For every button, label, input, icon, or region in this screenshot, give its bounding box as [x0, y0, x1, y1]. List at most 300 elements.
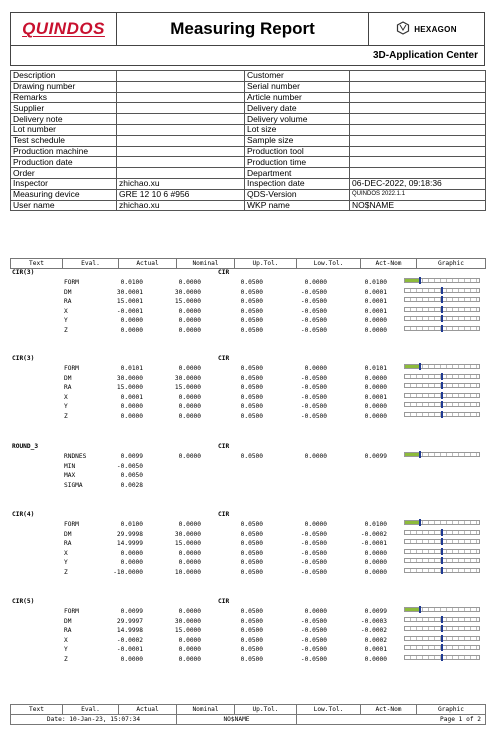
info-value	[117, 135, 245, 146]
measurement-row	[10, 520, 485, 529]
deviation-value: 0.0000	[364, 403, 387, 411]
measurement-row	[10, 549, 485, 558]
lower-tolerance: -0.0500	[300, 656, 327, 663]
info-label: Serial number	[245, 81, 350, 92]
measurement-row	[10, 626, 485, 635]
deviation-value: 0.0100	[364, 279, 387, 286]
measurement-row	[10, 607, 485, 616]
actual-value: -0.0001	[116, 307, 143, 315]
upper-tolerance: 0.0500	[240, 540, 263, 548]
column-header: Nominal	[177, 705, 235, 715]
feature-name: CIR(3)	[12, 355, 35, 362]
upper-tolerance: 0.0500	[240, 453, 263, 460]
actual-value: 0.0050	[120, 472, 143, 480]
column-header: Up.Tol.	[235, 259, 297, 269]
info-row	[11, 189, 486, 200]
info-value	[117, 114, 245, 125]
upper-tolerance: 0.0500	[240, 307, 263, 315]
info-value	[350, 124, 486, 135]
info-value	[117, 157, 245, 168]
info-row	[11, 168, 486, 179]
column-header: Act-Nom	[361, 259, 417, 269]
deviation-value: 0.0001	[364, 393, 387, 401]
measurement-row	[10, 393, 485, 402]
feature-type: CIR	[218, 598, 230, 605]
info-value	[350, 168, 486, 179]
info-value	[350, 135, 486, 146]
report-title: Measuring Report	[117, 13, 369, 45]
lower-tolerance: 0.0000	[304, 365, 327, 372]
measurement-row	[10, 278, 485, 287]
info-label: Drawing number	[11, 81, 117, 92]
characteristic-name: X	[64, 549, 68, 557]
measurement-row	[10, 316, 485, 325]
lower-tolerance: -0.0500	[300, 384, 327, 392]
actual-value: 0.0101	[120, 365, 143, 372]
measurement-row	[10, 374, 485, 383]
feature-type: CIR	[218, 511, 230, 518]
info-row	[11, 157, 486, 168]
upper-tolerance: 0.0500	[240, 521, 263, 528]
measurement-row	[10, 383, 485, 392]
info-row	[11, 146, 486, 157]
upper-tolerance: 0.0500	[240, 617, 263, 625]
characteristic-name: Y	[64, 646, 68, 654]
column-header: Actual	[119, 259, 177, 269]
column-header: Low.Tol.	[297, 259, 361, 269]
report-header	[10, 12, 485, 46]
feature-group-header	[10, 510, 485, 519]
info-value	[117, 81, 245, 92]
info-label: Lot number	[11, 124, 117, 135]
actual-value: 0.0000	[120, 327, 143, 334]
upper-tolerance: 0.0500	[240, 327, 263, 334]
hexagon-icon	[396, 21, 410, 37]
characteristic-name: FORM	[64, 279, 79, 286]
feature-name: ROUND_3	[12, 443, 39, 450]
characteristic-name: MAX	[64, 472, 76, 480]
nominal-value: 30.0000	[174, 530, 201, 538]
actual-value: 0.0000	[120, 403, 143, 411]
measurement-row	[10, 364, 485, 373]
info-row	[11, 114, 486, 125]
characteristic-name: RA	[64, 627, 72, 635]
nominal-value: 0.0000	[178, 317, 201, 325]
actual-value: 0.0000	[120, 549, 143, 557]
tolerance-graphic	[404, 364, 480, 369]
info-row	[11, 178, 486, 189]
deviation-value: -0.0003	[360, 617, 387, 625]
nominal-value: 30.0000	[174, 617, 201, 625]
measurement-row	[10, 568, 485, 577]
nominal-value: 0.0000	[178, 521, 201, 528]
feature-type: CIR	[218, 355, 230, 362]
tolerance-graphic	[404, 530, 480, 535]
upper-tolerance: 0.0500	[240, 559, 263, 567]
info-label: Sample size	[245, 135, 350, 146]
info-value	[350, 103, 486, 114]
upper-tolerance: 0.0500	[240, 288, 263, 296]
lower-tolerance: -0.0500	[300, 374, 327, 382]
info-row	[11, 103, 486, 114]
tolerance-graphic	[404, 655, 480, 660]
info-label: Inspector	[11, 178, 117, 189]
actual-value: 30.0001	[116, 288, 143, 296]
lower-tolerance: -0.0500	[300, 569, 327, 576]
actual-value: 29.9998	[116, 530, 143, 538]
nominal-value: 0.0000	[178, 646, 201, 654]
nominal-value: 0.0000	[178, 453, 201, 460]
characteristic-name: FORM	[64, 521, 79, 528]
lower-tolerance: -0.0500	[300, 413, 327, 420]
actual-value: 0.0000	[120, 559, 143, 567]
tolerance-graphic	[404, 617, 480, 622]
tolerance-graphic	[404, 636, 480, 641]
info-label: Lot size	[245, 124, 350, 135]
column-header: Eval.	[63, 705, 119, 715]
info-label: Test schedule	[11, 135, 117, 146]
info-value	[117, 103, 245, 114]
info-label: Production time	[245, 157, 350, 168]
nominal-value: 0.0000	[178, 307, 201, 315]
measurement-row	[10, 288, 485, 297]
column-header: Nominal	[177, 259, 235, 269]
actual-value: 0.0028	[120, 481, 143, 489]
tolerance-graphic	[404, 402, 480, 407]
characteristic-name: FORM	[64, 365, 79, 372]
characteristic-name: DM	[64, 374, 72, 382]
measurement-row	[10, 655, 485, 664]
tolerance-graphic	[404, 374, 480, 379]
info-label: Order	[11, 168, 117, 179]
actual-value: 0.0100	[120, 279, 143, 286]
feature-name: CIR(4)	[12, 511, 35, 518]
tolerance-graphic	[404, 316, 480, 321]
characteristic-name: Y	[64, 317, 68, 325]
deviation-value: 0.0000	[364, 374, 387, 382]
info-row	[11, 92, 486, 103]
column-header: Text	[11, 705, 63, 715]
characteristic-name: RA	[64, 298, 72, 306]
upper-tolerance: 0.0500	[240, 646, 263, 654]
measurement-row	[10, 326, 485, 335]
lower-tolerance: 0.0000	[304, 453, 327, 460]
lower-tolerance: -0.0500	[300, 288, 327, 296]
nominal-value: 15.0000	[174, 298, 201, 306]
characteristic-name: DM	[64, 530, 72, 538]
tolerance-graphic	[404, 307, 480, 312]
lower-tolerance: -0.0500	[300, 617, 327, 625]
application-center-label: 3D-Application Center	[10, 46, 485, 66]
characteristic-name: DM	[64, 617, 72, 625]
column-header: Graphic	[417, 705, 486, 715]
quindos-logo: QUINDOS	[11, 13, 117, 45]
upper-tolerance: 0.0500	[240, 393, 263, 401]
info-value	[117, 92, 245, 103]
info-label: Article number	[245, 92, 350, 103]
measurement-footer	[10, 704, 486, 725]
nominal-value: 0.0000	[178, 279, 201, 286]
nominal-value: 0.0000	[178, 549, 201, 557]
info-row	[11, 200, 486, 211]
lower-tolerance: -0.0500	[300, 559, 327, 567]
info-value	[350, 92, 486, 103]
deviation-value: 0.0099	[364, 453, 387, 460]
deviation-value: 0.0000	[364, 656, 387, 663]
lower-tolerance: -0.0500	[300, 403, 327, 411]
info-value: 06-DEC-2022, 09:18:36	[350, 178, 486, 189]
deviation-value: -0.0001	[360, 540, 387, 548]
info-value	[117, 71, 245, 82]
tolerance-graphic	[404, 297, 480, 302]
info-value	[350, 114, 486, 125]
measurement-row	[10, 530, 485, 539]
deviation-value: -0.0002	[360, 627, 387, 635]
footer-page-number: Page 1 of 2	[297, 715, 486, 725]
column-header: Low.Tol.	[297, 705, 361, 715]
actual-value: -0.0001	[116, 646, 143, 654]
actual-value: 0.0000	[120, 317, 143, 325]
nominal-value: 0.0000	[178, 413, 201, 420]
deviation-value: 0.0100	[364, 521, 387, 528]
nominal-value: 30.0000	[174, 374, 201, 382]
deviation-value: 0.0000	[364, 559, 387, 567]
measurement-row	[10, 617, 485, 626]
lower-tolerance: -0.0500	[300, 317, 327, 325]
info-value	[350, 71, 486, 82]
lower-tolerance: -0.0500	[300, 627, 327, 635]
lower-tolerance: -0.0500	[300, 636, 327, 644]
upper-tolerance: 0.0500	[240, 530, 263, 538]
column-header: Text	[11, 259, 63, 269]
characteristic-name: X	[64, 307, 68, 315]
characteristic-name: Z	[64, 413, 68, 420]
deviation-value: 0.0000	[364, 413, 387, 420]
upper-tolerance: 0.0500	[240, 656, 263, 663]
measurement-row	[10, 402, 485, 411]
actual-value: -0.0002	[116, 636, 143, 644]
info-value: QUINDOS 2022.1.1	[350, 189, 486, 200]
upper-tolerance: 0.0500	[240, 569, 263, 576]
info-value	[350, 81, 486, 92]
info-value	[350, 146, 486, 157]
characteristic-name: FORM	[64, 608, 79, 615]
deviation-value: 0.0000	[364, 317, 387, 325]
upper-tolerance: 0.0500	[240, 279, 263, 286]
info-label: Production date	[11, 157, 117, 168]
feature-type: CIR	[218, 443, 230, 450]
info-label: Department	[245, 168, 350, 179]
info-value: NO$NAME	[350, 200, 486, 211]
measurement-row	[10, 462, 485, 471]
actual-value: 0.0100	[120, 521, 143, 528]
actual-value: -0.0050	[116, 462, 143, 470]
actual-value: 0.0099	[120, 608, 143, 615]
measurement-row	[10, 307, 485, 316]
nominal-value: 0.0000	[178, 403, 201, 411]
upper-tolerance: 0.0500	[240, 365, 263, 372]
info-label: Delivery volume	[245, 114, 350, 125]
tolerance-graphic	[404, 288, 480, 293]
actual-value: -10.0000	[113, 569, 143, 576]
measurement-row	[10, 471, 485, 480]
tolerance-graphic	[404, 607, 480, 612]
tolerance-graphic	[404, 452, 480, 457]
column-header: Graphic	[417, 259, 486, 269]
deviation-value: 0.0000	[364, 569, 387, 576]
feature-group-header	[10, 442, 485, 451]
characteristic-name: RA	[64, 384, 72, 392]
info-value	[350, 157, 486, 168]
lower-tolerance: -0.0500	[300, 540, 327, 548]
deviation-value: 0.0000	[364, 327, 387, 334]
column-header: Eval.	[63, 259, 119, 269]
info-label: Description	[11, 71, 117, 82]
tolerance-graphic	[404, 549, 480, 554]
info-value: zhichao.xu	[117, 200, 245, 211]
deviation-value: -0.0002	[360, 530, 387, 538]
info-label: Supplier	[11, 103, 117, 114]
lower-tolerance: -0.0500	[300, 298, 327, 306]
feature-group-header	[10, 597, 485, 606]
nominal-value: 10.0000	[174, 569, 201, 576]
actual-value: 0.0000	[120, 413, 143, 420]
report-info-table	[10, 70, 486, 211]
actual-value: 30.0000	[116, 374, 143, 382]
info-label: Production tool	[245, 146, 350, 157]
actual-value: 15.0001	[116, 298, 143, 306]
measurement-row	[10, 558, 485, 567]
tolerance-graphic	[404, 539, 480, 544]
info-value: zhichao.xu	[117, 178, 245, 189]
characteristic-name: DM	[64, 288, 72, 296]
upper-tolerance: 0.0500	[240, 384, 263, 392]
characteristic-name: RNDNES	[64, 453, 87, 460]
tolerance-graphic	[404, 558, 480, 563]
actual-value: 0.0099	[120, 453, 143, 460]
characteristic-name: SIGMA	[64, 481, 83, 489]
actual-value: 14.9998	[116, 627, 143, 635]
deviation-value: 0.0002	[364, 636, 387, 644]
nominal-value: 0.0000	[178, 656, 201, 663]
characteristic-name: Y	[64, 559, 68, 567]
tolerance-graphic	[404, 383, 480, 388]
deviation-value: 0.0001	[364, 298, 387, 306]
tolerance-graphic	[404, 568, 480, 573]
nominal-value: 0.0000	[178, 365, 201, 372]
nominal-value: 0.0000	[178, 608, 201, 615]
measurement-row	[10, 412, 485, 421]
nominal-value: 15.0000	[174, 540, 201, 548]
tolerance-graphic	[404, 412, 480, 417]
info-value	[117, 146, 245, 157]
tolerance-graphic	[404, 393, 480, 398]
info-row	[11, 124, 486, 135]
measurement-row	[10, 297, 485, 306]
info-label: WKP name	[245, 200, 350, 211]
nominal-value: 0.0000	[178, 393, 201, 401]
nominal-value: 0.0000	[178, 559, 201, 567]
characteristic-name: Z	[64, 569, 68, 576]
tolerance-graphic	[404, 278, 480, 283]
info-label: Delivery note	[11, 114, 117, 125]
upper-tolerance: 0.0500	[240, 627, 263, 635]
actual-value: 15.0000	[116, 384, 143, 392]
lower-tolerance: -0.0500	[300, 549, 327, 557]
deviation-value: 0.0000	[364, 549, 387, 557]
tolerance-graphic	[404, 520, 480, 525]
column-header: Act-Nom	[361, 705, 417, 715]
lower-tolerance: 0.0000	[304, 521, 327, 528]
lower-tolerance: -0.0500	[300, 327, 327, 334]
footer-wkp-name: NO$NAME	[177, 715, 297, 725]
info-row	[11, 135, 486, 146]
deviation-value: 0.0001	[364, 307, 387, 315]
info-value: GRE 12 10 6 #956	[117, 189, 245, 200]
deviation-value: 0.0099	[364, 608, 387, 615]
nominal-value: 0.0000	[178, 327, 201, 334]
actual-value: 29.9997	[116, 617, 143, 625]
characteristic-name: X	[64, 393, 68, 401]
info-row	[11, 71, 486, 82]
info-row	[11, 81, 486, 92]
upper-tolerance: 0.0500	[240, 549, 263, 557]
feature-name: CIR(5)	[12, 598, 35, 605]
nominal-value: 15.0000	[174, 627, 201, 635]
feature-name: CIR(3)	[12, 269, 35, 276]
actual-value: 14.9999	[116, 540, 143, 548]
lower-tolerance: 0.0000	[304, 608, 327, 615]
info-label: Measuring device	[11, 189, 117, 200]
upper-tolerance: 0.0500	[240, 608, 263, 615]
column-header: Actual	[119, 705, 177, 715]
characteristic-name: MIN	[64, 462, 76, 470]
feature-type: CIR	[218, 269, 230, 276]
deviation-value: 0.0101	[364, 365, 387, 372]
actual-value: 0.0001	[120, 393, 143, 401]
deviation-value: 0.0000	[364, 384, 387, 392]
characteristic-name: Y	[64, 403, 68, 411]
upper-tolerance: 0.0500	[240, 403, 263, 411]
deviation-value: 0.0001	[364, 288, 387, 296]
info-label: QDS-Version	[245, 189, 350, 200]
lower-tolerance: -0.0500	[300, 530, 327, 538]
column-header: Up.Tol.	[235, 705, 297, 715]
upper-tolerance: 0.0500	[240, 374, 263, 382]
info-label: Customer	[245, 71, 350, 82]
info-label: Production machine	[11, 146, 117, 157]
hexagon-brand	[369, 13, 484, 45]
measurement-row	[10, 452, 485, 461]
measurement-row	[10, 636, 485, 645]
lower-tolerance: 0.0000	[304, 279, 327, 286]
characteristic-name: Z	[64, 327, 68, 334]
lower-tolerance: -0.0500	[300, 393, 327, 401]
actual-value: 0.0000	[120, 656, 143, 663]
upper-tolerance: 0.0500	[240, 636, 263, 644]
info-value	[117, 124, 245, 135]
upper-tolerance: 0.0500	[240, 317, 263, 325]
lower-tolerance: -0.0500	[300, 307, 327, 315]
nominal-value: 15.0000	[174, 384, 201, 392]
measurement-row	[10, 481, 485, 490]
upper-tolerance: 0.0500	[240, 298, 263, 306]
tolerance-graphic	[404, 626, 480, 631]
lower-tolerance: -0.0500	[300, 646, 327, 654]
deviation-value: 0.0001	[364, 646, 387, 654]
feature-group-header	[10, 268, 485, 277]
nominal-value: 30.0000	[174, 288, 201, 296]
